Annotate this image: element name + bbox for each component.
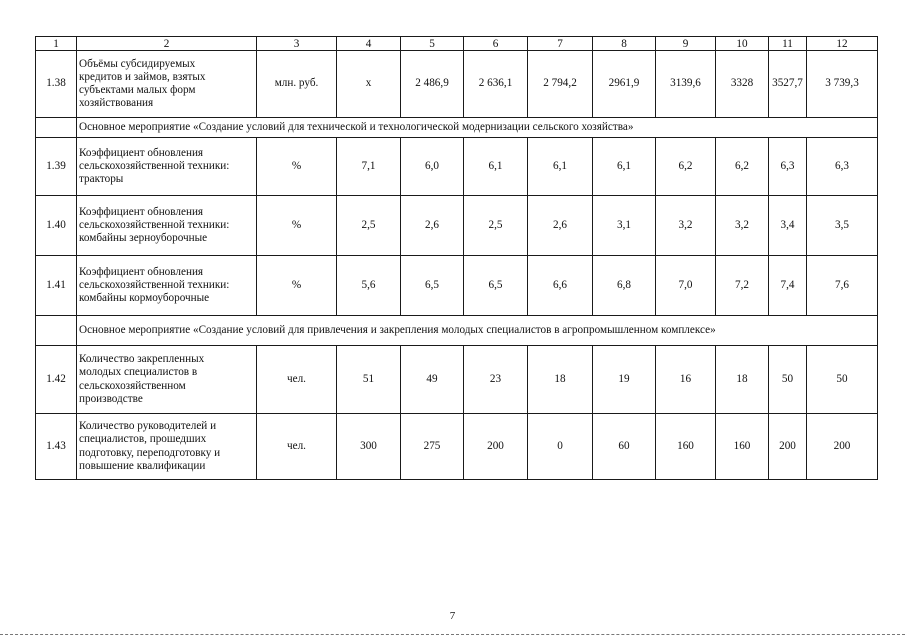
unit-cell: % (257, 256, 337, 316)
header-cell: 2 (77, 37, 257, 51)
table-row-1-38 (36, 51, 878, 118)
value-cell: 6,3 (807, 138, 878, 196)
header-cell: 4 (337, 37, 401, 51)
value-cell: 2 486,9 (401, 51, 464, 118)
value-cell: 3,2 (716, 196, 769, 256)
value-cell: 200 (807, 414, 878, 480)
unit-cell: млн. руб. (257, 51, 337, 118)
value-cell: 19 (593, 346, 656, 414)
value-cell: 2,6 (528, 196, 593, 256)
value-cell: 200 (464, 414, 528, 480)
indicator-name (77, 256, 257, 316)
header-cell: 3 (257, 37, 337, 51)
table-row-1-40 (36, 196, 878, 256)
indicator-name-line: Коэффициент обновления (79, 205, 204, 218)
value-cell: 6,1 (528, 138, 593, 196)
indicator-name-line: тракторы (79, 173, 124, 186)
header-cell: 11 (769, 37, 807, 51)
value-cell: 160 (656, 414, 716, 480)
indicator-name (77, 138, 257, 196)
value-cell: 6,6 (528, 256, 593, 316)
value-cell: 300 (337, 414, 401, 480)
row-number: 1.42 (36, 346, 77, 414)
value-cell: 49 (401, 346, 464, 414)
value-cell: 7,6 (807, 256, 878, 316)
value-cell: 3328 (716, 51, 769, 118)
value-cell: 6,3 (769, 138, 807, 196)
indicator-name-line: Количество закрепленных (79, 353, 205, 366)
row-number: 1.39 (36, 138, 77, 196)
indicator-name (77, 346, 257, 414)
header-cell: 12 (807, 37, 878, 51)
indicator-name-line: сельскохозяйственном (79, 379, 186, 392)
row-number: 1.40 (36, 196, 77, 256)
header-row (36, 37, 878, 51)
indicator-name-line: производстве (79, 392, 143, 405)
section-title: Основное мероприятие «Создание условий для технической и технологической модернизации сельского хозяйства» (77, 118, 878, 138)
indicator-name-line: Объёмы субсидируемых (79, 57, 196, 70)
value-cell: 3527,7 (769, 51, 807, 118)
value-cell: 7,0 (656, 256, 716, 316)
header-cell: 6 (464, 37, 528, 51)
value-cell: 50 (807, 346, 878, 414)
header-cell: 9 (656, 37, 716, 51)
value-cell: 60 (593, 414, 656, 480)
indicator-name-line: комбайны кормоуборочные (79, 292, 210, 305)
value-cell: 7,1 (337, 138, 401, 196)
indicator-name (77, 51, 257, 118)
unit-cell: чел. (257, 414, 337, 480)
section-row (36, 118, 878, 138)
indicator-name-line: Количество руководителей и (79, 420, 217, 433)
value-cell: 6,0 (401, 138, 464, 196)
value-cell: 16 (656, 346, 716, 414)
value-cell: 2 636,1 (464, 51, 528, 118)
value-cell: 6,1 (464, 138, 528, 196)
value-cell: 50 (769, 346, 807, 414)
value-cell: х (337, 51, 401, 118)
value-cell: 6,2 (656, 138, 716, 196)
value-cell: 7,4 (769, 256, 807, 316)
unit-cell: % (257, 138, 337, 196)
value-cell: 0 (528, 414, 593, 480)
value-cell: 3,2 (656, 196, 716, 256)
indicator-name-line: комбайны зерноуборочные (79, 232, 208, 245)
unit-cell: чел. (257, 346, 337, 414)
indicators-table (35, 36, 878, 480)
value-cell: 200 (769, 414, 807, 480)
indicator-name-line: Коэффициент обновления (79, 265, 204, 278)
table-row-1-41 (36, 256, 878, 316)
value-cell: 6,5 (401, 256, 464, 316)
table-row-1-39 (36, 138, 878, 196)
table-row-1-42 (36, 346, 878, 414)
row-number: 1.43 (36, 414, 77, 480)
value-cell: 2 794,2 (528, 51, 593, 118)
value-cell: 18 (528, 346, 593, 414)
section-title: Основное мероприятие «Создание условий для привлечения и закрепления молодых специалистов в агропромышленном комплексе» (77, 316, 878, 346)
row-number: 1.38 (36, 51, 77, 118)
indicator-name-line: субъектами малых форм (79, 84, 196, 96)
indicator-name-line: сельскохозяйственной техники: (79, 278, 230, 291)
value-cell: 3,4 (769, 196, 807, 256)
value-cell: 7,2 (716, 256, 769, 316)
indicator-name-line: хозяйствования (79, 97, 154, 110)
value-cell: 23 (464, 346, 528, 414)
indicator-name (77, 196, 257, 256)
header-cell: 10 (716, 37, 769, 51)
indicator-name-line: специалистов, прошедших (79, 433, 207, 446)
indicator-name-line: подготовку, переподготовку и (79, 446, 221, 459)
page-number: 7 (449, 610, 456, 622)
indicator-name-line: кредитов и займов, взятых (79, 70, 206, 83)
value-cell: 2,6 (401, 196, 464, 256)
header-cell: 5 (401, 37, 464, 51)
page-edge-divider (0, 634, 905, 636)
value-cell: 6,2 (716, 138, 769, 196)
indicator-name (77, 414, 257, 480)
indicator-name-line: Коэффициент обновления (79, 146, 204, 159)
indicator-name-line: сельскохозяйственной техники: (79, 159, 230, 172)
section-row (36, 316, 878, 346)
header-cell: 8 (593, 37, 656, 51)
value-cell: 6,8 (593, 256, 656, 316)
unit-cell: % (257, 196, 337, 256)
indicator-name-line: сельскохозяйственной техники: (79, 218, 230, 231)
value-cell: 18 (716, 346, 769, 414)
row-number: 1.41 (36, 256, 77, 316)
value-cell: 2,5 (337, 196, 401, 256)
value-cell: 3,5 (807, 196, 878, 256)
value-cell: 6,1 (593, 138, 656, 196)
value-cell: 275 (401, 414, 464, 480)
value-cell: 3 739,3 (807, 51, 878, 118)
value-cell: 2,5 (464, 196, 528, 256)
value-cell: 2961,9 (593, 51, 656, 118)
indicator-name-line: повышение квалификации (79, 459, 206, 472)
value-cell: 6,5 (464, 256, 528, 316)
value-cell: 3139,6 (656, 51, 716, 118)
value-cell: 5,6 (337, 256, 401, 316)
header-cell: 1 (36, 37, 77, 51)
value-cell: 3,1 (593, 196, 656, 256)
header-cell: 7 (528, 37, 593, 51)
value-cell: 51 (337, 346, 401, 414)
value-cell: 160 (716, 414, 769, 480)
table-row-1-43 (36, 414, 878, 480)
indicator-name-line: молодых специалистов в (79, 366, 198, 379)
